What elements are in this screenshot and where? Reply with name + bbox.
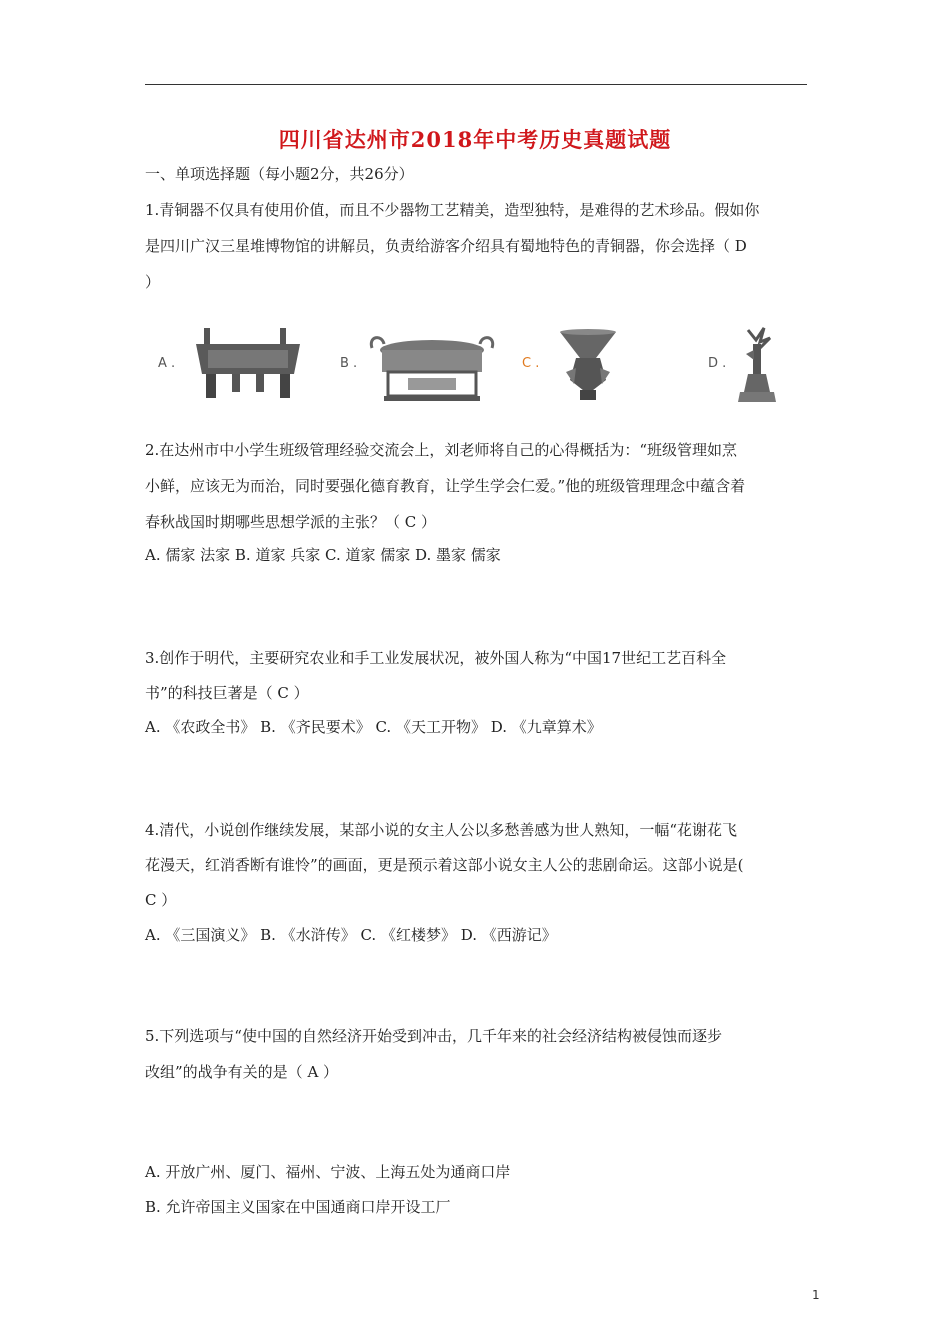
q1-line-2: 是四川广汉三星堆博物馆的讲解员，负责给游客介绍具有蜀地特色的青铜器，你会选择（ D: [145, 237, 747, 255]
q1-line-3: ）: [145, 273, 161, 291]
q4-options: A. 《三国演义》 B. 《水浒传》 C. 《红楼梦》 D. 《西游记》: [145, 926, 557, 944]
q2-line-2: 小鲜，应该无为而治，同时要强化德育教育，让学生学会仁爱。”他的班级管理理念中蕴含着: [145, 477, 746, 495]
q3-line-2: 书”的科技巨著是（ C ）: [145, 684, 309, 702]
option-b-label: B .: [340, 356, 358, 371]
option-c-label: C .: [522, 356, 540, 371]
option-a-image: [158, 326, 318, 406]
q4-line-2: 花漫天，红消香断有谁怜”的画面，更是预示着这部小说女主人公的悲剧命运。这部小说是(: [145, 856, 744, 874]
header-rule: [145, 84, 807, 85]
option-c-image: [522, 326, 642, 406]
q4-line-1: 4.清代，小说创作继续发展，某部小说的女主人公以多愁善感为世人熟知，一幅“花谢花飞: [145, 821, 737, 839]
q3-line-1: 3.创作于明代，主要研究农业和手工业发展状况，被外国人称为“中国17世纪工艺百科全: [145, 649, 727, 667]
q5-line-1: 5.下列选项与“使中国的自然经济开始受到冲击，几千年来的社会经济结构被侵蚀而逐步: [145, 1027, 722, 1045]
option-d-label: D .: [708, 356, 727, 371]
q2-line-1: 2.在达州市中小学生班级管理经验交流会上，刘老师将自己的心得概括为：“班级管理如烹: [145, 441, 737, 459]
square-ding-icon: [188, 326, 308, 402]
q2-line-3: 春秋战国时期哪些思想学派的主张？（ C ）: [145, 513, 437, 531]
option-b-image: [340, 326, 500, 406]
q3-options: A. 《农政全书》 B. 《齐民要术》 C. 《天工开物》 D. 《九章算术》: [145, 718, 602, 736]
option-a-label: A .: [158, 356, 176, 371]
bronze-figure-icon: [734, 326, 778, 406]
q4-line-3: C ）: [145, 891, 177, 909]
page-title: 四川省达州市2018年中考历史真题试题: [278, 127, 672, 152]
q5-line-2: 改组”的战争有关的是（ A ）: [145, 1063, 339, 1081]
q5-option-b: B. 允许帝国主义国家在中国通商口岸开设工厂: [145, 1198, 451, 1216]
page-number: 1: [812, 1288, 820, 1302]
section-heading: 一、单项选择题（每小题2分，共26分）: [145, 165, 414, 183]
q1-image-options: [158, 326, 808, 406]
q2-options: A. 儒家 法家 B. 道家 兵家 C. 道家 儒家 D. 墨家 儒家: [145, 546, 501, 564]
q5-option-a: A. 开放广州、厦门、福州、宁波、上海五处为通商口岸: [145, 1163, 511, 1181]
zun-vessel-icon: [558, 328, 618, 402]
q1-line-1: 1.青铜器不仅具有使用价值，而且不少器物工艺精美，造型独特，是难得的艺术珍品。假如你: [145, 201, 760, 219]
ornate-vessel-icon: [368, 328, 496, 404]
option-d-image: [708, 326, 808, 406]
